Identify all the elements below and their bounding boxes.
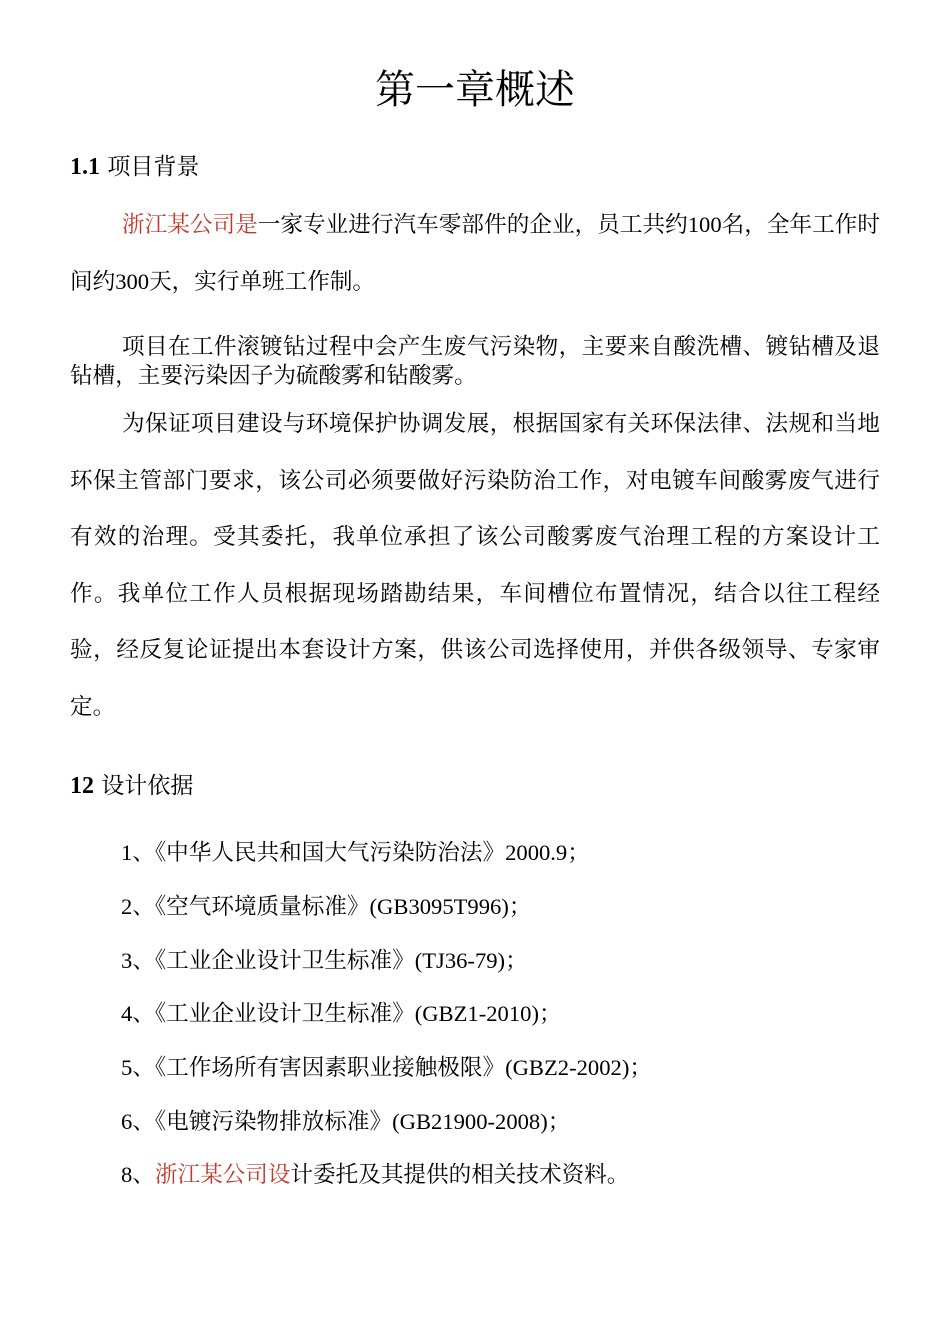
reference-item: 3、《工业企业设计卫生标准》(TJ36-79)； xyxy=(121,948,528,974)
reference-item: 1、《中华人民共和国大气污染防治法》2000.9； xyxy=(121,840,590,866)
chapter-title: 第一章概述 xyxy=(375,67,575,113)
section-label: 设计依据 xyxy=(101,773,194,799)
paragraph-background-2: 项目在工件滚镀钻过程中会产生废气污染物，主要来自酸洗槽、镀钻槽及退钻槽，主要污染因子为硫酸雾和钻酸雾。 xyxy=(70,334,880,389)
section-number: 12 xyxy=(70,773,94,799)
section-heading-2 xyxy=(70,771,193,801)
reference-item: 5、《工作场所有害因素职业接触极限》(GBZ2-2002)； xyxy=(121,1055,652,1081)
section-number: 1.1 xyxy=(70,154,100,180)
paragraph-background-1: 浙江某公司是一家专业进行汽车零部件的企业，员工共约100名，全年工作时间约300天，实行单班工作制。 xyxy=(70,212,881,295)
reference-item: 4、《工业企业设计卫生标准》(GBZ1-2010)； xyxy=(121,1001,562,1027)
company-name: 浙江某公司设 xyxy=(154,1162,291,1188)
company-name: 浙江某公司是 xyxy=(122,212,258,238)
reference-item-last: 8、浙江某公司设计委托及其提供的相关技术资料。 xyxy=(121,1162,630,1188)
section-heading-1 xyxy=(70,152,199,182)
reference-item: 6、《电镀污染物排放标准》(GB21900-2008)； xyxy=(121,1109,571,1135)
reference-item: 2、《空气环境质量标准》(GB3095T996)； xyxy=(121,894,532,920)
section-label: 项目背景 xyxy=(107,154,200,180)
paragraph-background-3: 为保证项目建设与环境保护协调发展，根据国家有关环保法律、法规和当地环保主管部门要求，该公司必须要做好污染防治工作，对电镀车间酸雾废气进行有效的治理。受其委托，我单位承担了该公司酸雾废气治理工程的方案设计工作。我单位工作人员根据现场踏勘结果，车间槽位布置情况，结合以往工程经验，经反复论证提出本套设计方案，供该公司选择使用，并供各级领导、专家审定。 xyxy=(70,411,880,720)
